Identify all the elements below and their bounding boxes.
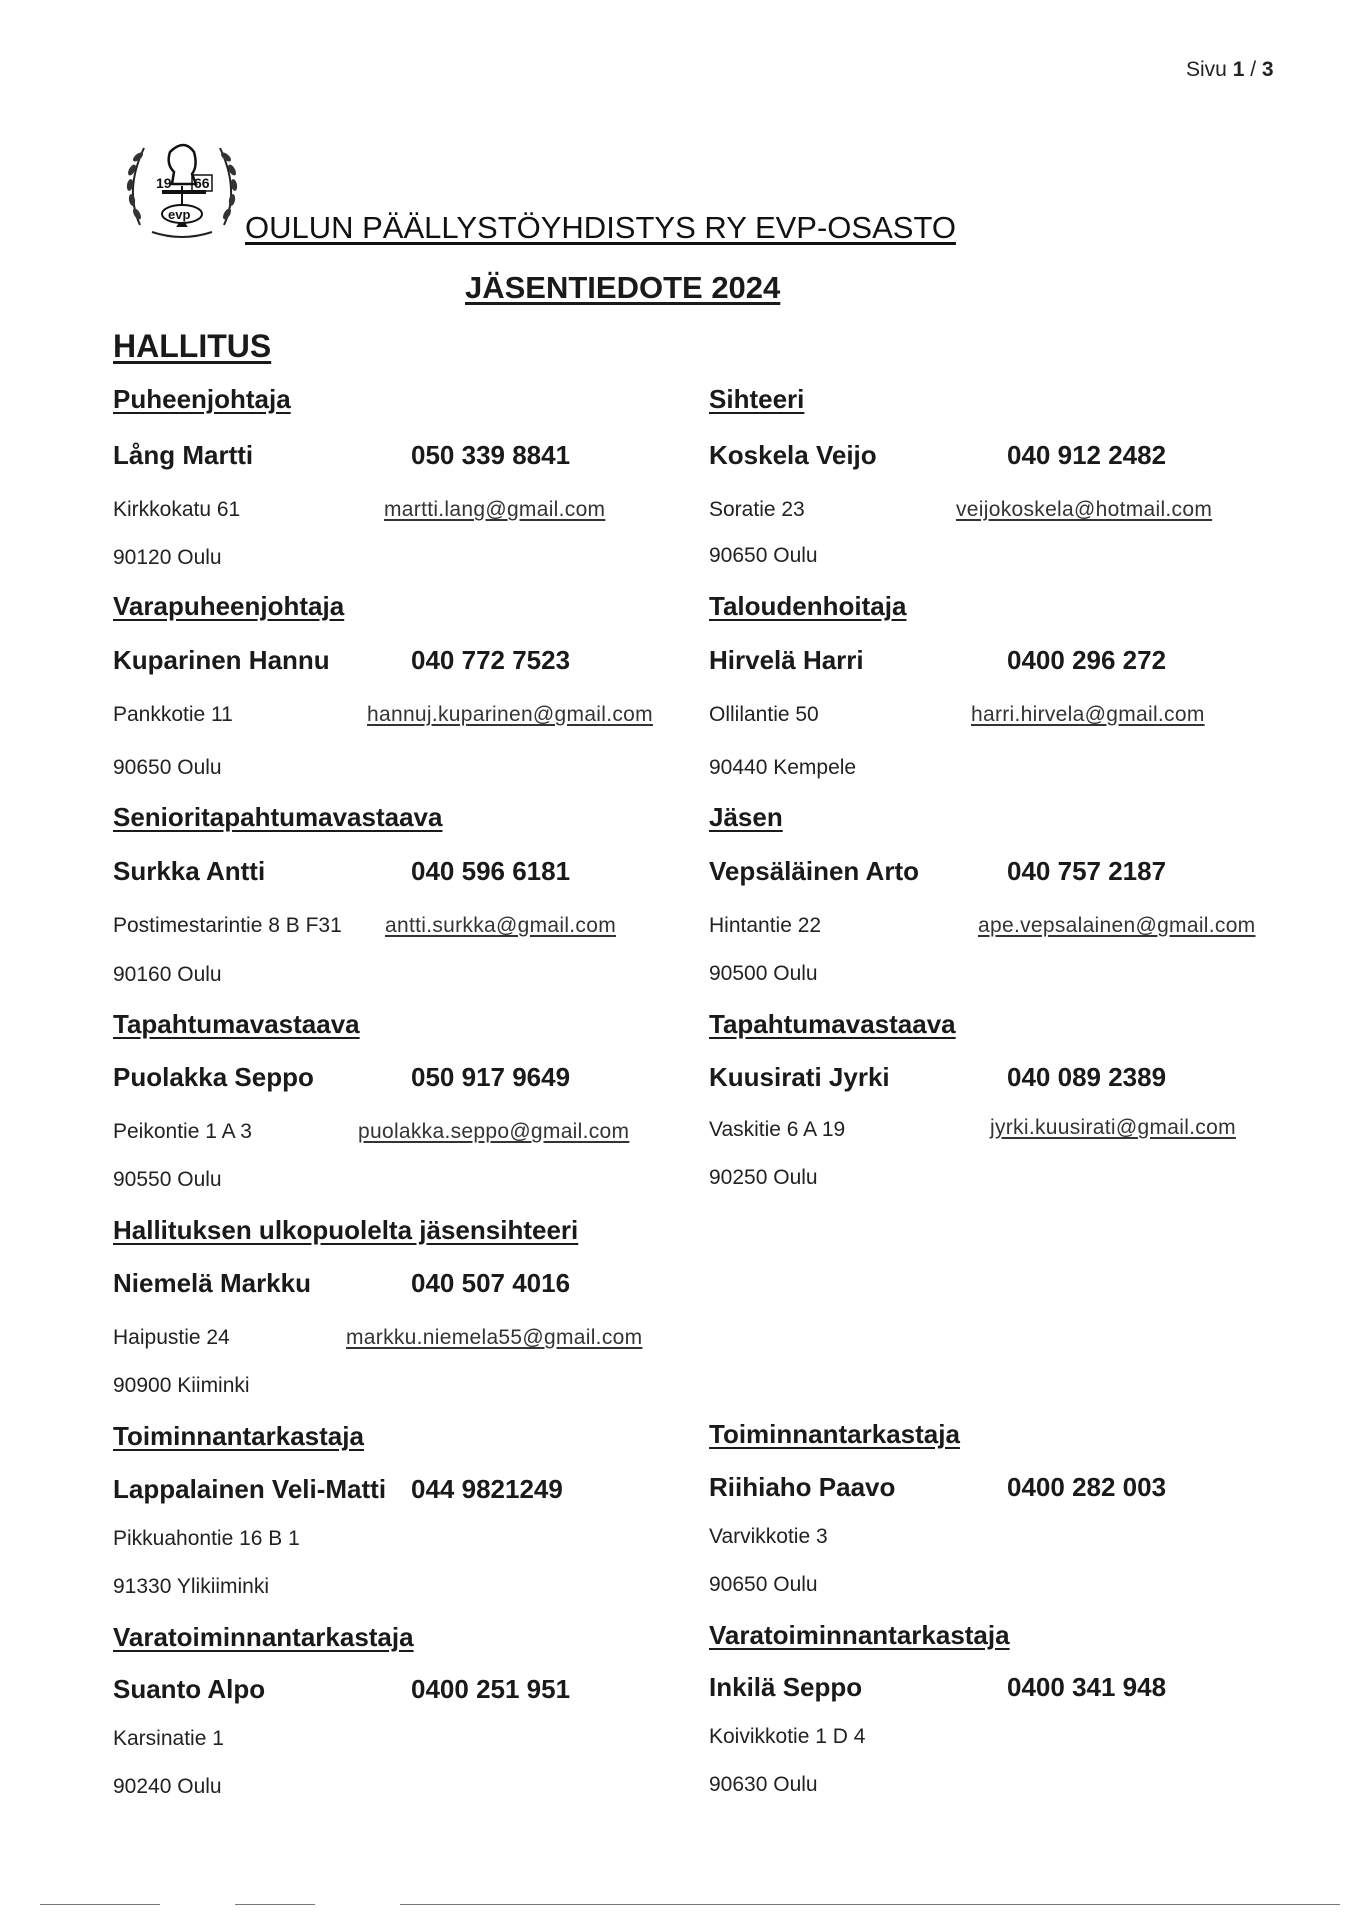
member-city: 90500 Oulu [709,962,818,985]
member-city: 90440 Kempele [709,756,857,779]
section-heading: HALLITUS [113,328,272,364]
scan-artifact-line [400,1904,1340,1905]
member-city: 90250 Oulu [709,1166,818,1189]
member-city: 90650 Oulu [709,1573,818,1596]
member-role: Senioritapahtumavastaava [113,802,443,832]
member-phone: 0400 251 951 [411,1674,571,1704]
document-title: JÄSENTIEDOTE 2024 [465,270,781,305]
member-phone: 040 772 7523 [411,645,571,675]
scan-artifact-line [40,1904,160,1905]
member-name: Koskela Veijo [709,440,877,470]
member-email: harri.hirvela@gmail.com [971,703,1205,726]
page-sep: / [1250,58,1257,81]
member-name: Surkka Antti [113,856,266,886]
member-phone: 050 917 9649 [411,1062,571,1092]
member-street: Ollilantie 50 [709,703,819,726]
member-street: Kirkkokatu 61 [113,498,241,521]
member-street: Koivikkotie 1 D 4 [709,1725,866,1748]
page-total: 3 [1261,58,1274,81]
member-phone: 0400 296 272 [1007,645,1167,675]
member-email: markku.niemela55@gmail.com [346,1326,643,1349]
member-street: Pikkuahontie 16 B 1 [113,1527,300,1550]
member-phone: 040 912 2482 [1007,440,1167,470]
member-role: Tapahtumavastaava [709,1009,956,1039]
member-street: Hintantie 22 [709,914,822,937]
member-role: Varatoiminnantarkastaja [113,1622,414,1652]
page-number [1186,58,1274,82]
member-role: Taloudenhoitaja [709,591,907,621]
member-email: ape.vepsalainen@gmail.com [978,914,1256,937]
member-city: 90240 Oulu [113,1775,222,1798]
organization-title: OULUN PÄÄLLYSTÖYHDISTYS RY EVP-OSASTO [245,210,956,245]
page-label: Sivu [1186,58,1227,81]
member-phone: 050 339 8841 [411,440,571,470]
member-email: hannuj.kuparinen@gmail.com [367,703,653,726]
member-name: Vepsäläinen Arto [709,856,919,886]
member-name: Inkilä Seppo [709,1672,863,1702]
member-name: Kuusirati Jyrki [709,1062,890,1092]
member-email: puolakka.seppo@gmail.com [358,1120,630,1143]
member-city: 90650 Oulu [113,756,222,779]
member-email: martti.lang@gmail.com [384,498,606,521]
member-city: 90650 Oulu [709,544,818,567]
member-street: Varvikkotie 3 [709,1525,828,1548]
member-role: Varapuheenjohtaja [113,591,345,621]
member-phone: 040 757 2187 [1007,856,1167,886]
member-city: 90630 Oulu [709,1773,818,1796]
member-name: Riihiaho Paavo [709,1472,896,1502]
member-street: Karsinatie 1 [113,1727,224,1750]
member-role: Toiminnantarkastaja [113,1421,364,1451]
member-street: Postimestarintie 8 B F31 [113,914,342,937]
member-name: Niemelä Markku [113,1268,311,1298]
member-street: Soratie 23 [709,498,805,521]
member-street: Pankkotie 11 [113,703,233,726]
member-email: veijokoskela@hotmail.com [956,498,1213,521]
logo-year-left: 19 [156,175,172,191]
member-street: Vaskitie 6 A 19 [709,1118,846,1141]
member-city: 90120 Oulu [113,546,222,569]
member-phone: 040 596 6181 [411,856,571,886]
page-current: 1 [1232,58,1245,81]
logo-letters: evp [168,207,191,222]
member-phone: 040 089 2389 [1007,1062,1167,1092]
member-phone: 044 9821249 [411,1474,563,1504]
member-street: Haipustie 24 [113,1326,230,1349]
member-phone: 0400 341 948 [1007,1672,1167,1702]
member-role: Varatoiminnantarkastaja [709,1620,1010,1650]
member-phone: 0400 282 003 [1007,1472,1167,1502]
member-role: Puheenjohtaja [113,384,291,414]
member-name: Suanto Alpo [113,1674,266,1704]
member-name: Puolakka Seppo [113,1062,314,1092]
member-city: 90160 Oulu [113,963,222,986]
member-name: Kuparinen Hannu [113,645,330,675]
member-city: 90550 Oulu [113,1168,222,1191]
member-role: Sihteeri [709,384,805,414]
member-role: Tapahtumavastaava [113,1009,360,1039]
scan-artifact-line [235,1904,315,1905]
member-role: Jäsen [709,802,783,832]
association-logo-icon [122,130,242,250]
member-email: jyrki.kuusirati@gmail.com [990,1116,1236,1139]
logo-year-right: 66 [194,175,210,191]
member-role: Hallituksen ulkopuolelta jäsensihteeri [113,1215,579,1245]
member-name: Lappalainen Veli-Matti [113,1474,387,1504]
member-email: antti.surkka@gmail.com [385,914,616,937]
member-phone: 040 507 4016 [411,1268,571,1298]
member-city: 90900 Kiiminki [113,1374,250,1397]
member-city: 91330 Ylikiiminki [113,1575,270,1598]
member-role: Toiminnantarkastaja [709,1419,960,1449]
member-name: Lång Martti [113,440,254,470]
member-name: Hirvelä Harri [709,645,864,675]
member-street: Peikontie 1 A 3 [113,1120,252,1143]
